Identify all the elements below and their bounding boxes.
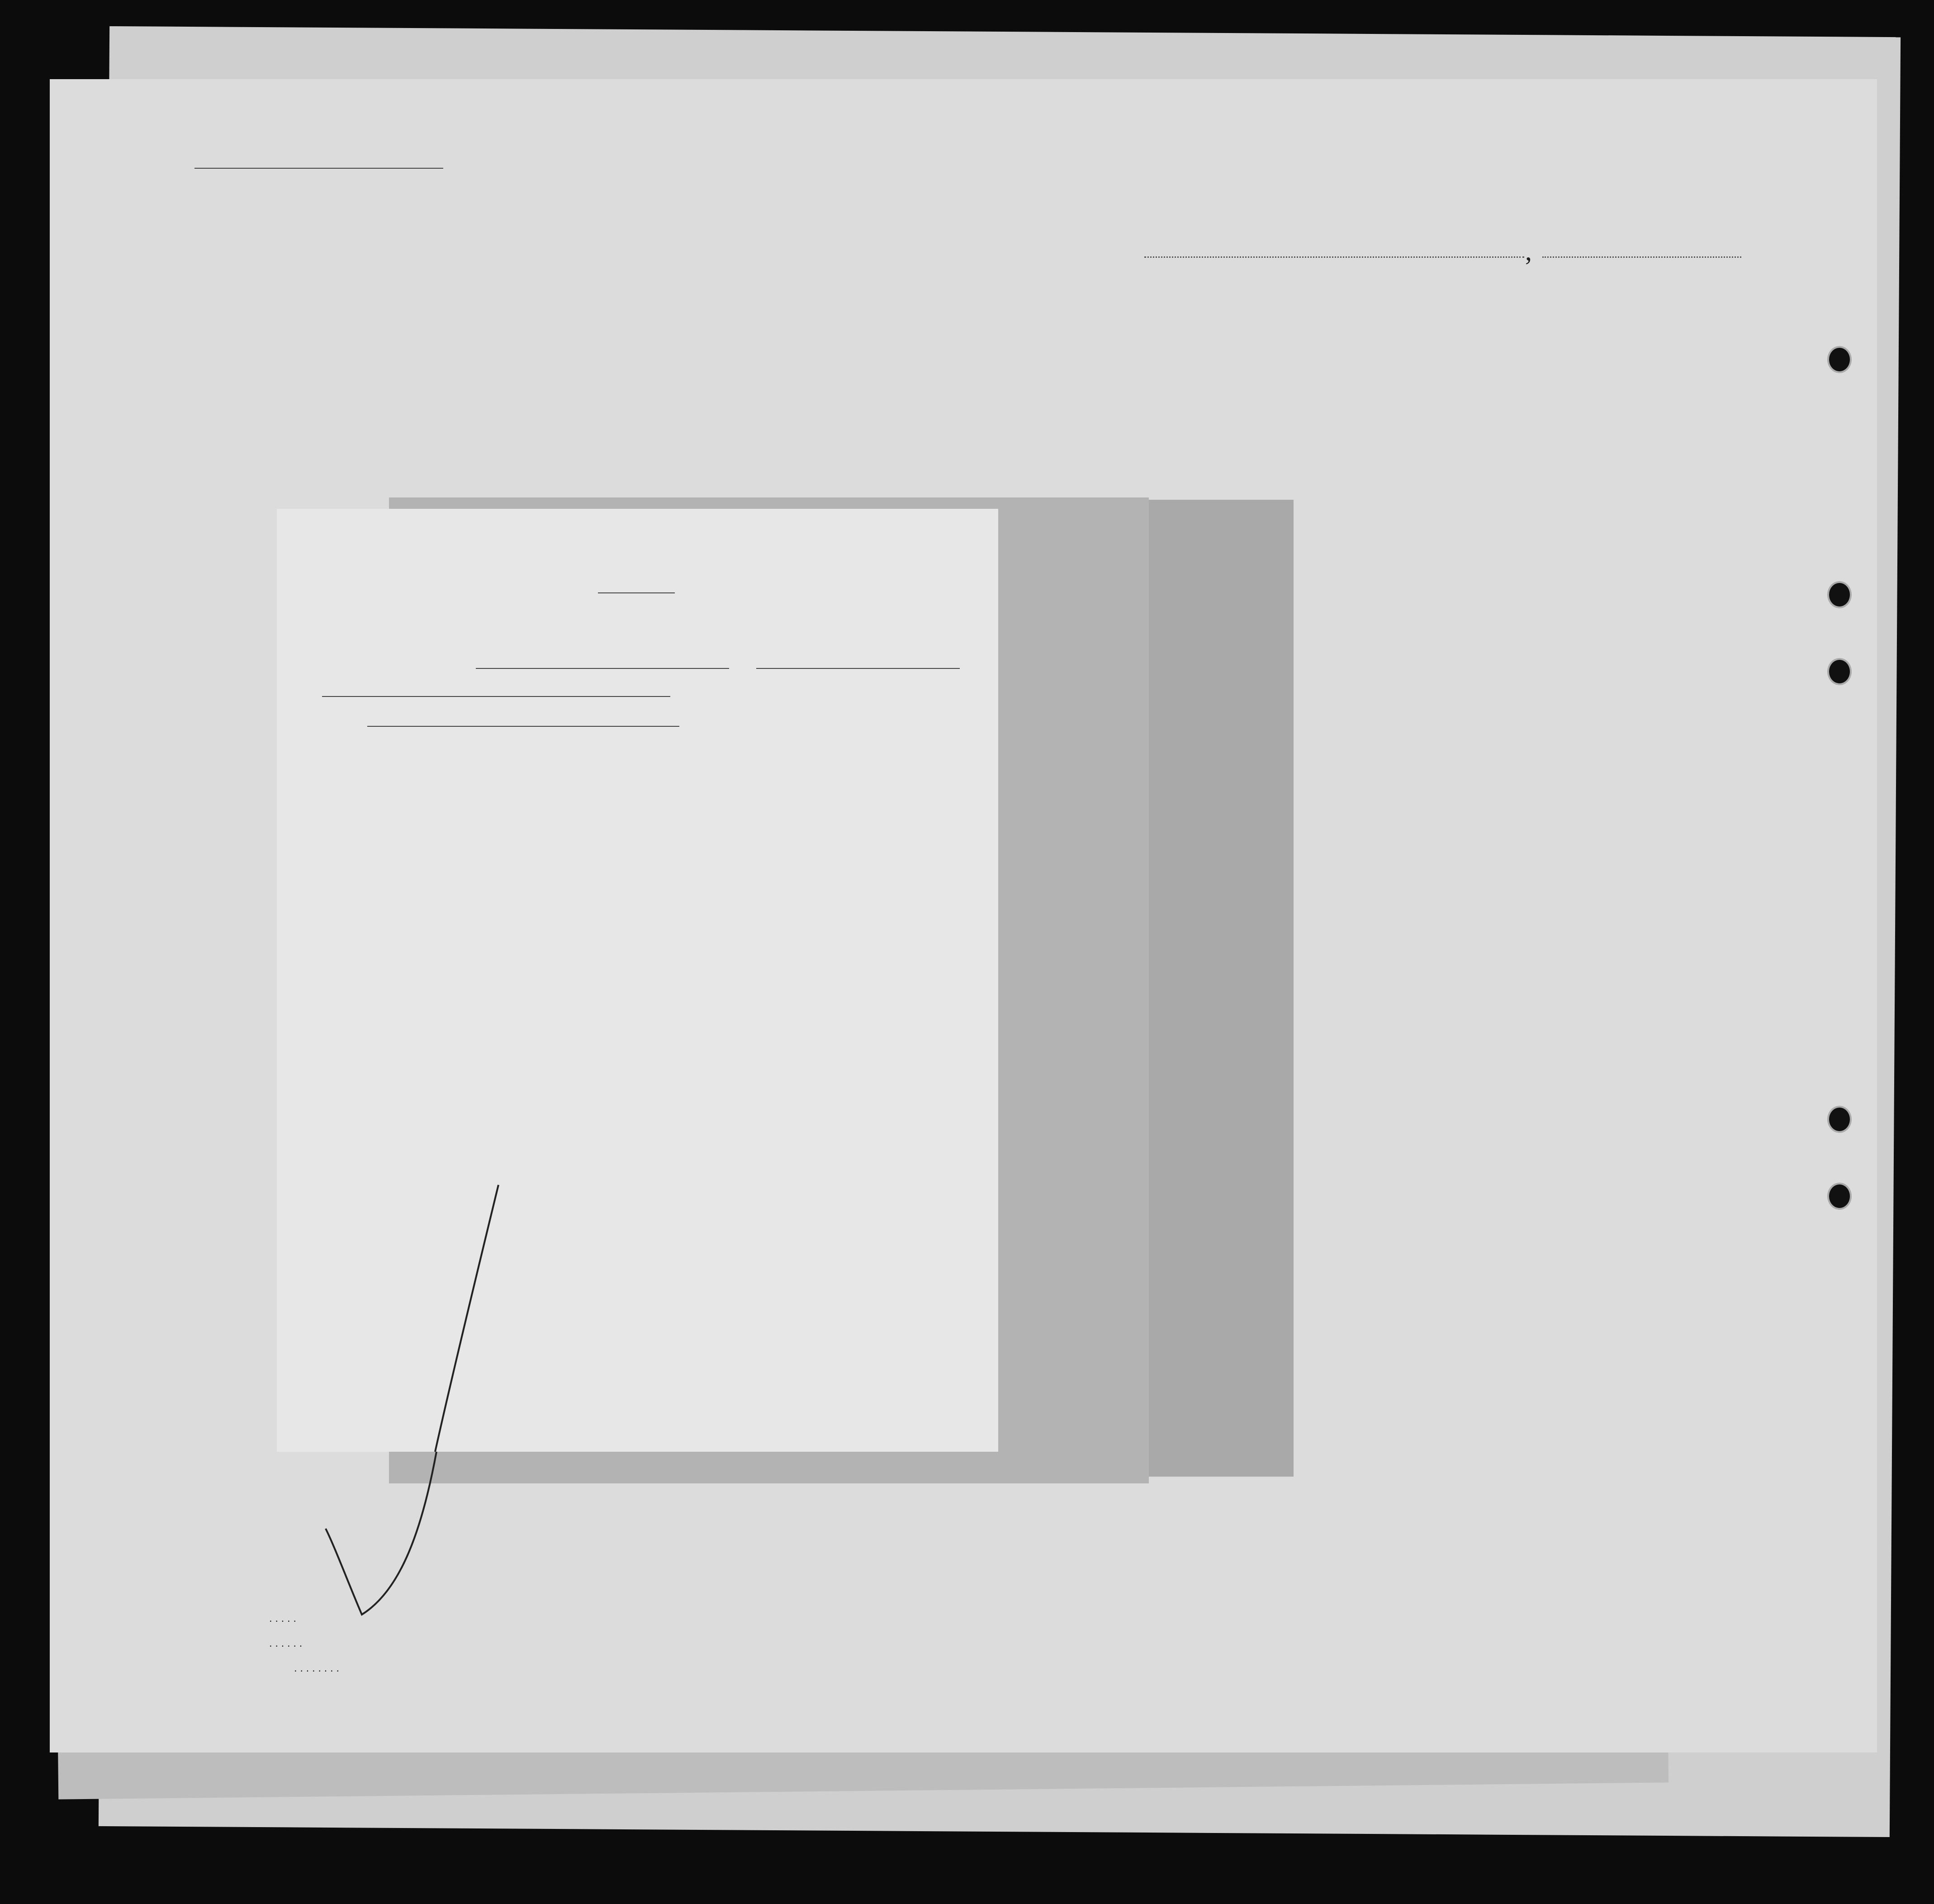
total-passengers-label: . . . . .	[269, 1612, 297, 1625]
us-citizens-label: . . . . . .	[269, 1637, 303, 1649]
comma: ,	[1525, 236, 1532, 266]
aliens-label: . . . . . . . .	[294, 1662, 340, 1674]
